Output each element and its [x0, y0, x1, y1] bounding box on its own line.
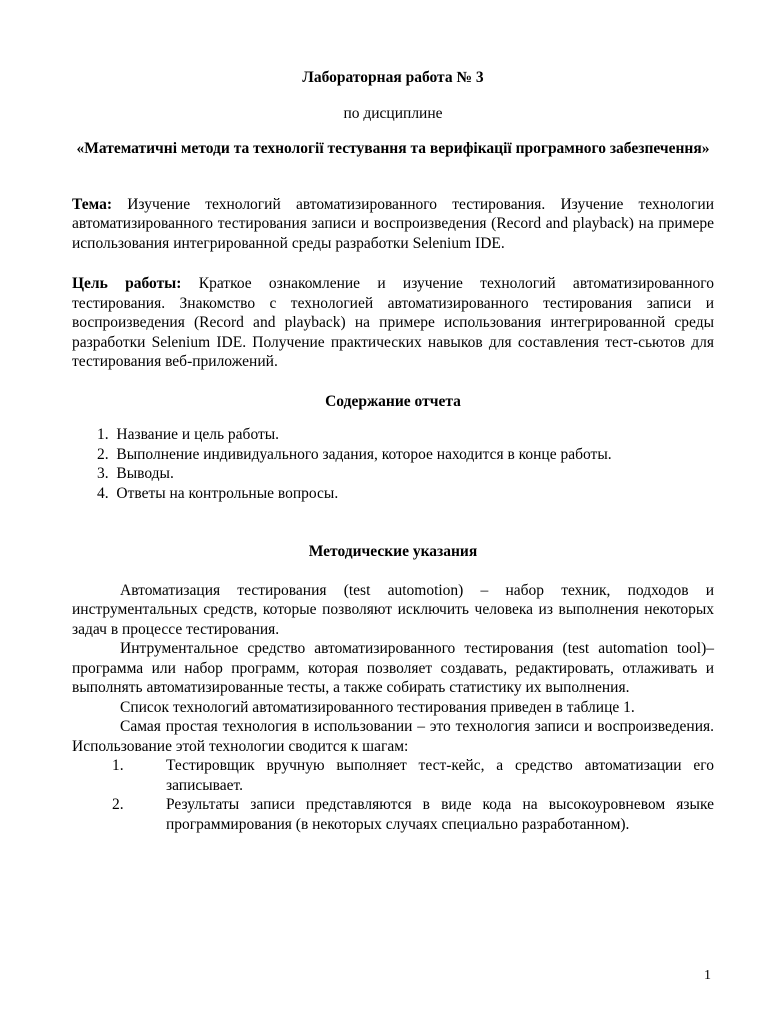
report-heading: Содержание отчета: [325, 392, 461, 410]
topic-paragraph: [72, 195, 714, 254]
list-item: [72, 756, 714, 795]
paragraph-record-playback: Самая простая технология в использовании – это технология записи и воспроизведения. Использование этой технологии сводится к шагам:: [72, 718, 714, 755]
list-item-number: 1.: [97, 426, 109, 443]
topic-label: Тема:: [72, 195, 112, 213]
steps-list: [72, 756, 714, 834]
course-name: «Математичні методи та технології тестування та верифікації програмного забезпечення»: [76, 140, 710, 157]
goal-paragraph: [72, 274, 714, 372]
paragraph-automation: Автоматизация тестирования (test automotion) – набор техник, подходов и инструментальных средств, которые позволяют исключить человека из выполнения некоторых задач в процессе тестирования.: [72, 581, 714, 638]
list-item-text: Выполнение индивидуального задания, которое находится в конце работы.: [116, 445, 612, 463]
step-text: Тестировщик вручную выполняет тест-кейс, а средство автоматизации его записывает.: [166, 757, 714, 794]
goal-text: Краткое ознакомление и изучение технологий автоматизированного тестирования. Знакомство с технологией автоматизированного тестирования записи и воспроизведения (Record and playback) на примере использования интегрированной среды разработки Selenium IDE. Получение практических навыков для составления тест-сьютов для тестирования веб-приложений.: [72, 275, 714, 370]
list-item-number: 2.: [97, 445, 109, 463]
topic-text: Изучение технологий автоматизированного тестирования. Изучение технологии автоматизированного тестирования записи и воспроизведения (Record and playback) на примере использования интегрированной среды разработки Selenium IDE.: [72, 195, 715, 252]
methods-heading: Методические указания: [308, 543, 478, 560]
list-item-text: Выводы.: [116, 465, 174, 482]
step-number: 2.: [112, 796, 124, 813]
doc-title: Лабораторная работа № 3: [302, 69, 484, 86]
list-item-number: 4.: [97, 484, 109, 502]
list-item-number: 3.: [97, 465, 109, 482]
list-item: [72, 795, 714, 834]
list-item-text: Название и цель работы.: [116, 426, 280, 443]
paragraph-tool: Интрументальное средство автоматизированного тестирования (test automation tool)– программа или набор программ, которая позволяет создавать, редактировать, отлаживать и выполнять автоматизированные тесты, а также собирать статистику их выполнения.: [72, 640, 714, 696]
list-item: [72, 425, 714, 445]
paragraph-table-ref: Список технологий автоматизированного тестирования приведен в таблице 1.: [120, 698, 635, 716]
document-content: [72, 68, 714, 834]
step-number: 1.: [112, 757, 124, 774]
list-item: [72, 464, 714, 484]
goal-label: Цель работы:: [72, 275, 182, 292]
step-text: Результаты записи представляются в виде кода на высокоуровневом языке программирования (в некоторых случаях специально разработанном).: [166, 796, 714, 833]
list-item: [72, 484, 714, 504]
doc-subtitle: по дисциплине: [343, 104, 443, 122]
list-item-text: Ответы на контрольные вопросы.: [116, 484, 339, 502]
list-item: [72, 445, 714, 465]
report-list: [72, 425, 714, 503]
page-number: 1: [704, 968, 711, 983]
